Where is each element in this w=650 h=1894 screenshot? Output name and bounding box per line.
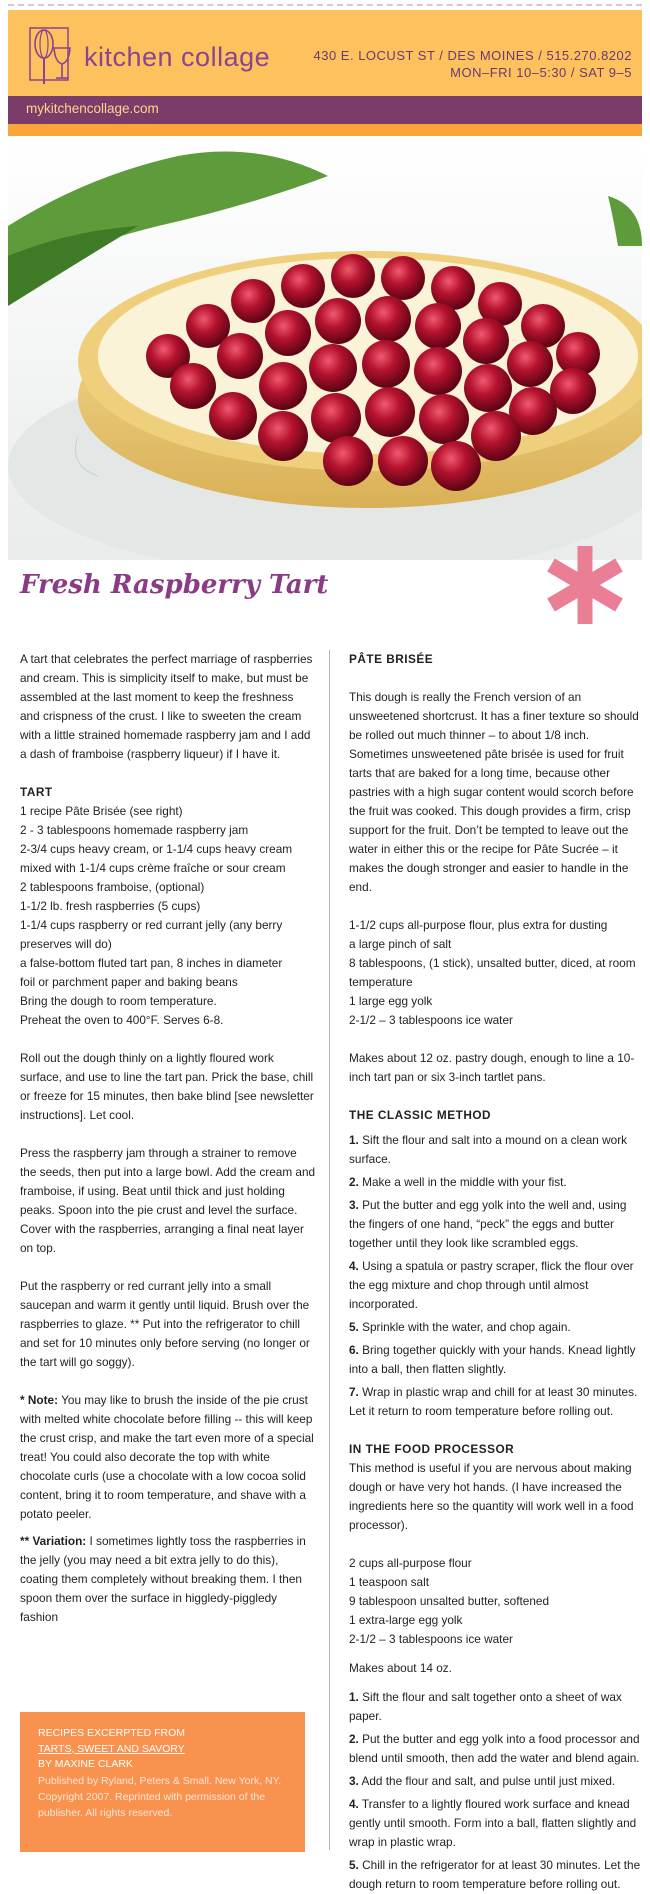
pate-intro: This dough is really the French version of an unsweetened shortcrust. It has a finer texture so should be rolled out much thinner – to about 1/8 inch. Sometimes unsweetened pâte brisée is used for fruit tarts that are baked for a long time, because other pastries with a high sugar content would scorch before the fruit was cooked. This dough provides a firm, crisp support for the fruit. Don’t be tempted to leave out the water in either this or the recipe for Pâte Sucrée – it makes the dough stronger and easier to handle in the end.	[349, 690, 639, 894]
classic-step	[349, 1131, 641, 1169]
classic-step	[349, 1257, 641, 1314]
step-text: Bring together quickly with your hands. Knead lightly into a ball, then flatten slightly.	[349, 1343, 636, 1376]
step-text: Make a well in the middle with your fist.	[362, 1175, 567, 1189]
processor-intro: This method is useful if you are nervous about making dough or have very hot hands. (I have increased the ingredients here so the quantity will work well in a food processor).	[349, 1461, 634, 1532]
processor-yield: Makes about 14 oz.	[349, 1661, 452, 1675]
step-number: 7.	[349, 1385, 359, 1399]
step-text: Chill in the refrigerator for at least 30 minutes. Let the dough return to room temperature before rolling out.	[349, 1858, 641, 1891]
classic-step	[349, 1341, 641, 1379]
brand-name: kitchen collage	[84, 42, 271, 72]
step-text: Using a spatula or pastry scraper, flick the flour over the egg mixture and chop through until almost incorporated.	[349, 1259, 634, 1311]
processor-step	[349, 1688, 641, 1726]
step-text: Sift the flour and salt into a mound on a clean work surface.	[349, 1133, 628, 1166]
ingredient-item: 1-1/2 lb. fresh raspberries (5 cups)	[20, 899, 201, 913]
method-step: Press the raspberry jam through a strainer to remove the seeds, then put into a large bowl. Add the cream and framboise, if using. Beat until thick and just holding peaks. Spoon into the pie crust and level the surface. Cover with the raspberries, arranging a final neat layer on top.	[20, 1146, 316, 1255]
ingredient-item: 8 tablespoons, (1 stick), unsalted butter, diced, at room temperature	[349, 956, 636, 989]
step-number: 5.	[349, 1858, 359, 1872]
processor-step	[349, 1856, 641, 1894]
orange-band	[8, 124, 642, 136]
ingredient-item: Bring the dough to room temperature.	[20, 994, 217, 1008]
note-paragraph	[20, 1391, 316, 1524]
step-number: 2.	[349, 1732, 359, 1746]
left-column	[20, 650, 316, 1627]
step-text: Sift the flour and salt together onto a sheet of wax paper.	[349, 1690, 622, 1723]
variation-label: ** Variation:	[20, 1534, 87, 1548]
step-number: 4.	[349, 1797, 359, 1811]
step-number: 6.	[349, 1343, 359, 1357]
step-number: 3.	[349, 1774, 359, 1788]
classic-step	[349, 1383, 641, 1421]
ingredient-item: Preheat the oven to 400°F. Serves 6-8.	[20, 1013, 224, 1027]
step-number: 2.	[349, 1175, 359, 1189]
step-number: 4.	[349, 1259, 359, 1273]
recipe-title: Fresh Raspberry Tart	[20, 570, 329, 600]
step-text: Wrap in plastic wrap and chill for at least 30 minutes. Let it return to room temperature before rolling out.	[349, 1385, 638, 1418]
whisk-glass-logo-icon	[26, 18, 80, 90]
ingredient-item: a large pinch of salt	[349, 937, 452, 951]
note-text: You may like to brush the inside of the pie crust with melted white chocolate before filling -- this will keep the crust crisp, and make the tart even more of a special treat! You could also decorate the top with white chocolate curls (use a chocolate with a low cocoa solid content, bring it to room temperature, and shave with a potato peeler.	[20, 1393, 314, 1521]
raspberry-tart-photo	[8, 136, 642, 560]
variation-paragraph	[20, 1532, 316, 1627]
method-step: Put the raspberry or red currant jelly into a small saucepan and warm it gently until liquid. Brush over the raspberries to glaze. ** Put into the refrigerator to chill and set for 10 minutes only before serving (no longer or the tart will go soggy).	[20, 1279, 310, 1369]
processor-step	[349, 1772, 641, 1791]
step-text: Add the flour and salt, and pulse until just mixed.	[361, 1774, 616, 1788]
step-text: Sprinkle with the water, and chop again.	[362, 1320, 571, 1334]
book-author: BY MAXINE CLARK	[38, 1758, 133, 1770]
step-number: 1.	[349, 1690, 359, 1704]
intro-paragraph: A tart that celebrates the perfect marriage of raspberries and cream. This is simplicity itself to make, but must be assembled at the last moment to keep the freshness and crispness of the crust. I like to sweeten the cream with a little strained homemade raspberry jam and I add a dash of framboise (raspberry liqueur) if I have it.	[20, 652, 313, 761]
book-title-link[interactable]: TARTS, SWEET AND SAVORY	[38, 1742, 185, 1755]
classic-step	[349, 1196, 641, 1253]
classic-method-heading: THE CLASSIC METHOD	[349, 1108, 492, 1122]
ingredient-item: 2 - 3 tablespoons homemade raspberry jam	[20, 823, 249, 837]
pate-yield: Makes about 12 oz. pastry dough, enough to line a 10-inch tart pan or six 3-inch tartlet pans.	[349, 1051, 635, 1084]
tart-heading: TART	[20, 785, 53, 799]
dashed-border	[8, 4, 642, 6]
ingredient-item: 2 tablespoons framboise, (optional)	[20, 880, 205, 894]
note-label: * Note:	[20, 1393, 59, 1407]
publisher-credit: Published by Ryland, Peters & Small. New York, NY. Copyright 2007. Reprinted with permission of the publisher. All rights reserved.	[38, 1774, 282, 1819]
source-intro: RECIPES EXCERPTED FROM	[38, 1727, 186, 1739]
right-column	[349, 650, 641, 1894]
store-address	[314, 47, 633, 81]
source-box	[20, 1712, 305, 1852]
source-credits	[38, 1726, 293, 1821]
step-number: 5.	[349, 1320, 359, 1334]
step-number: 1.	[349, 1133, 359, 1147]
food-processor-heading: IN THE FOOD PROCESSOR	[349, 1442, 515, 1456]
ingredient-item: 2-3/4 cups heavy cream, or 1-1/4 cups heavy cream mixed with 1-1/4 cups crème fraîche or sour cream	[20, 842, 293, 875]
method-step: Roll out the dough thinly on a lightly floured work surface, and use to line the tart pan. Prick the base, chill or freeze for 15 minutes, then bake blind [see newsletter instructions]. Let cool.	[20, 1051, 314, 1122]
ingredient-item: 2-1/2 – 3 tablespoons ice water	[349, 1632, 513, 1646]
classic-step	[349, 1318, 641, 1337]
processor-step	[349, 1795, 641, 1852]
tart-illustration	[8, 136, 642, 560]
step-text: Put the butter and egg yolk into the well and, using the fingers of one hand, “peck” the eggs and butter together until they look like scrambled eggs.	[349, 1198, 627, 1250]
hours-line: MON–FRI 10–5:30 / SAT 9–5	[450, 65, 632, 80]
ingredient-item: 1 teaspoon salt	[349, 1575, 430, 1589]
ingredient-item: 1 recipe Pâte Brisée (see right)	[20, 804, 183, 818]
step-number: 3.	[349, 1198, 359, 1212]
ingredient-item: 9 tablespoon unsalted butter, softened	[349, 1594, 550, 1608]
ingredient-item: 2-1/2 – 3 tablespoons ice water	[349, 1013, 513, 1027]
classic-step	[349, 1173, 641, 1192]
variation-text: I sometimes lightly toss the raspberries in the jelly (you may need a bit extra jelly to do this), coating them completely without breaking them. I then spoon them over the surface in higgledy-piggledy fashion	[20, 1534, 306, 1624]
ingredient-item: 1-1/4 cups raspberry or red currant jelly (any berry preserves will do)	[20, 918, 283, 951]
ingredient-item: 2 cups all-purpose flour	[349, 1556, 472, 1570]
ingredient-item: 1 large egg yolk	[349, 994, 433, 1008]
asterisk-icon	[540, 540, 630, 630]
step-text: Put the butter and egg yolk into a food processor and blend until smooth, then add the water and blend again.	[349, 1732, 640, 1765]
step-text: Transfer to a lightly floured work surface and knead gently until smooth. Form into a ball, flatten slightly and wrap in plastic wrap.	[349, 1797, 637, 1849]
ingredient-item: foil or parchment paper and baking beans	[20, 975, 238, 989]
ingredient-item: a false-bottom fluted tart pan, 8 inches in diameter	[20, 956, 283, 970]
address-line: 430 E. LOCUST ST / DES MOINES / 515.270.8202	[313, 48, 632, 63]
pate-brisee-heading: PÂTE BRISÉE	[349, 652, 434, 666]
processor-step	[349, 1730, 641, 1768]
website-link[interactable]: mykitchencollage.com	[26, 101, 159, 116]
column-divider	[329, 650, 330, 1850]
url-bar	[8, 96, 642, 124]
ingredient-item: 1 extra-large egg yolk	[349, 1613, 463, 1627]
ingredient-item: 1-1/2 cups all-purpose flour, plus extra for dusting	[349, 918, 608, 932]
header	[8, 10, 642, 96]
